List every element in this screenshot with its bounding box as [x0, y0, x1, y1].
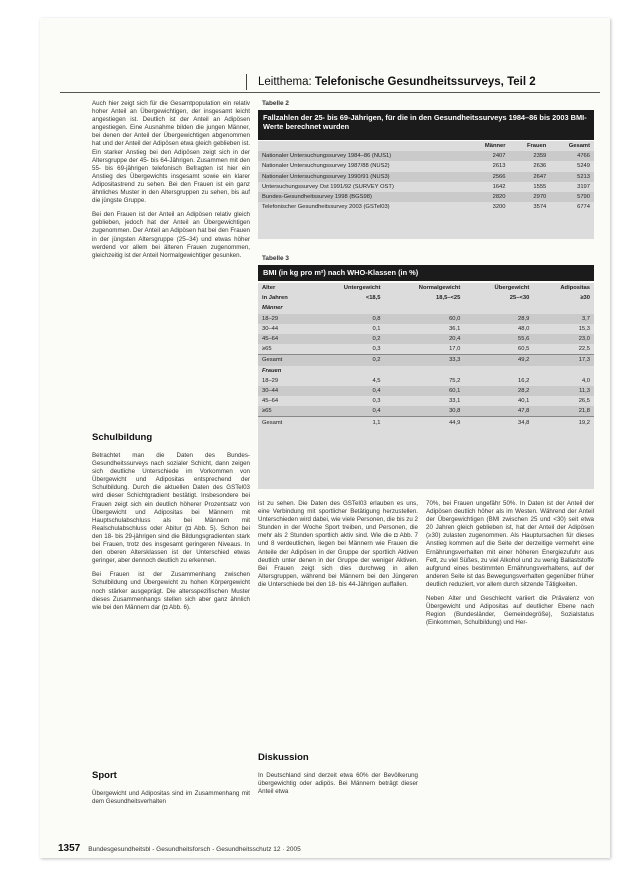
table-cell: 55,6 — [464, 334, 533, 344]
paragraph: Bei Frauen ist der Zusammenhang zwischen Schulbildung und Übergewicht zu hohen Körpergewicht noch stärker ausgeprägt. Die altersspezifischen Muster dieses Zusammenhangs stellen sich aber ganz ähnlich wie bei den Männern dar (◘ Abb. 6). — [92, 571, 250, 611]
paragraph: 70%, bei Frauen ungefähr 50%. In Daten ist der Anteil der Adipösen deutlich höher als im Westen. Während der Anteil der Übergewichtigen (BMI zwischen 25 und <30) seit etwa 20 Jahren gleich geblieben ist, hat der Anteil der Adipösen (≥30) zulasten zugenommen. Als Hauptursachen für dieses Anstieg kommen auf die Seite der derzeitige vermehrt eine Ernährungsverhalten mit einer höheren Energiezufuhr aus Fett, zu viel Süßes, zu viel Alkohol und zu wenig Ballaststoffe aufgrund eines bestimmten Ernährungsverhaltens, auf der anderen Seite ist das Bewegungsverhalten gegenüber früher deutlich reduziert, vor allem durch sitzende Tätigkeiten. — [426, 500, 594, 588]
paragraph: Auch hier zeigt sich für die Gesamtpopulation ein relativ hoher Anteil an Übergewichtigen, der insgesamt leicht angestiegen ist. Deutlich ist der Anteil an Adipösen angestiegen. Eine Ausnahme bilden die jungen Männer, bei denen der Anteil der Übergewichtigen abgenommen hat und der Anteil der Adipösen etwa gleich geblieben ist. Ein starker Anstieg bei den Adipösen zeigt sich in der Altersgruppe der 45- bis 64-Jährigen. Zusammen mit den 55- bis 69-jährigen telefonisch Befragten ist hier ein Anstieg des Übergewichts insgesamt sowie ein klarer Adipositastrend zu sehen. Bei den Frauen ist ein ganz ähnliches Muster in den Altersgruppen zu sehen, bis auf die jüngste Gruppe. — [92, 100, 250, 205]
table-cell: 20,4 — [385, 334, 465, 344]
table-cell: 0,2 — [312, 334, 384, 344]
subheading-schulbildung: Schulbildung — [92, 432, 153, 443]
table-cell: Untersuchungssurvey Ost 1991/92 (SURVEY OST) — [262, 183, 394, 190]
table-cell: Bundes-Gesundheitssurvey 1998 (BGS98) — [258, 192, 467, 202]
table-cell: 33,3 — [385, 355, 465, 366]
table-cell: 1642 — [492, 183, 506, 190]
page-number: 1357 — [58, 843, 81, 854]
paragraph: In Deutschland sind derzeit etwa 60% der Bevölkerung übergewichtig oder adipös. Bei Männern beträgt dieser Anteil etwa — [258, 772, 418, 796]
table-cell: 18–29 — [262, 377, 279, 384]
table-cell: 34,8 — [464, 417, 533, 428]
table-cell: 5249 — [577, 163, 590, 170]
table-row — [258, 376, 594, 386]
table-group-label: Männer — [262, 305, 283, 312]
table-row — [258, 172, 594, 182]
table-row — [258, 406, 594, 417]
paragraph: Betrachtet man die Daten des Bundes-Gesundheitssurveys nach sozialer Schicht, dann zeigen sich deutliche Unterschiede im Vorkommen von Übergewicht und Adipositas entsprechend der Schulbildung. Durch die aktuellen Daten des GSTel03 wird dieser Schichtgradient bestätigt. Insbesondere bei Frauen zeigt sich ein deutlich höherer Prozentsatz von Übergewicht und Adipositas bei Männern mit Hauptschulabschluss als bei Männern mit Realschulabschluss oder Abitur (◘ Abb. 5). Schon bei den 18- bis 29-jährigen sind die Bildungsgradienten stark bei Frauen, trotz des insgesamt geringeren Niveaus. In den oberen Altersklassen ist der Unterschied etwas geringer, aber dennoch deutlich zu erkennen. — [92, 452, 250, 565]
table-cell: 2407 — [467, 151, 510, 161]
table2-label: Tabelle 2 — [262, 100, 289, 107]
heading-title: Telefonische Gesundheitssurveys, Teil 2 — [314, 76, 536, 88]
table-cell: 3197 — [577, 183, 590, 190]
table-cell: 49,2 — [464, 355, 533, 366]
table-cell: 0,4 — [312, 386, 384, 396]
table-cell: 1,1 — [312, 417, 384, 428]
table-cell: 0,3 — [372, 346, 381, 353]
table-cell: Gesamt — [258, 417, 312, 428]
table3 — [258, 283, 594, 489]
table-cell: 17,3 — [533, 355, 594, 366]
left-column — [92, 100, 250, 266]
table-cell: Telefonischer Gesundheitssurvey 2003 (GSTel03) — [262, 204, 390, 211]
top-rule — [60, 92, 600, 93]
table-cell: 75,2 — [449, 377, 461, 384]
table-row — [258, 334, 594, 344]
table-subheader-cell: 25–<30 — [509, 295, 530, 302]
table-cell: 45–64 — [258, 334, 312, 344]
table-cell: 21,8 — [533, 406, 594, 417]
table-cell: 2359 — [510, 151, 551, 161]
table2 — [258, 141, 594, 239]
table-cell: 17,0 — [449, 346, 461, 353]
table-group-row — [258, 303, 594, 313]
table-cell: 0,4 — [312, 406, 384, 417]
table-cell: 44,9 — [385, 417, 465, 428]
table-cell: 30–44 — [262, 325, 279, 332]
table-header-cell: Frauen — [526, 143, 547, 150]
table-row — [258, 151, 594, 161]
paragraph: Neben Alter und Geschlecht variiert die Prävalenz von Übergewicht und Adipositas auf deutlicher Ebene nach Region (Bundesländer, Gemeindegröße), Sozialstatus (Einkommen, Schulbildung) und Her- — [426, 595, 594, 627]
table3-title: BMI (in kg pro m²) nach WHO-Klassen (in %) — [258, 265, 594, 281]
table-subheader-cell: <18,5 — [365, 295, 381, 302]
table-cell: 0,8 — [312, 314, 384, 324]
table-cell: 33,1 — [449, 398, 461, 405]
paragraph: Übergewicht und Adipositas sind im Zusammenhang mit dem Gesundheitsverhalten — [92, 790, 250, 806]
table-cell: 47,8 — [464, 406, 533, 417]
table-cell: ≥65 — [258, 406, 312, 417]
heading-rule — [246, 74, 247, 90]
table-cell: 0,2 — [312, 355, 384, 366]
table-cell: 2636 — [533, 163, 547, 170]
table-cell: ≥65 — [262, 346, 272, 353]
table3-label: Tabelle 3 — [262, 255, 289, 262]
table-cell: 40,1 — [518, 398, 530, 405]
table-cell: 18–29 — [258, 314, 312, 324]
table-row — [258, 314, 594, 324]
section-heading — [258, 76, 536, 88]
footer-text: Bundesgesundheitsbl - Gesundheitsforsch - Gesundheitsschutz 12 · 2005 — [88, 846, 301, 853]
table-cell: 3574 — [533, 204, 547, 211]
subheading-sport: Sport — [92, 770, 117, 781]
table-header-cell: Normalgewicht — [418, 285, 461, 292]
table-header-cell: Untergewicht — [343, 285, 381, 292]
table-cell: 22,5 — [578, 346, 590, 353]
middle-column-2 — [258, 772, 418, 802]
table-cell: 0,3 — [372, 398, 381, 405]
table-cell: Nationaler Untersuchungssurvey 1984–86 (NUS1) — [258, 151, 467, 161]
right-column — [426, 500, 594, 633]
table-subheader-cell: ≥30 — [580, 295, 590, 302]
table-cell: 5790 — [550, 192, 594, 202]
table-cell: 6774 — [577, 204, 590, 211]
table-cell: 48,0 — [518, 325, 530, 332]
table-cell: 0,1 — [372, 325, 381, 332]
table-cell: 60,0 — [385, 314, 465, 324]
table-row — [258, 396, 594, 406]
table-header-cell — [258, 141, 467, 151]
table-subheader-cell: in Jahren — [262, 295, 288, 302]
table-row — [258, 386, 594, 396]
table-row — [258, 324, 594, 334]
table-group-label: Frauen — [262, 367, 282, 374]
table-header-cell: Männer — [484, 143, 506, 150]
table-cell: 2970 — [510, 192, 551, 202]
table-cell: 3,7 — [533, 314, 594, 324]
subheading-diskussion: Diskussion — [258, 752, 309, 763]
table-cell: 15,3 — [578, 325, 590, 332]
table-cell: Nationaler Untersuchungssurvey 1987/88 (NUS2) — [262, 163, 390, 170]
table-row — [258, 417, 594, 428]
table-cell: 3200 — [492, 204, 506, 211]
table-cell: 19,2 — [533, 417, 594, 428]
table-cell: 2613 — [492, 163, 506, 170]
paragraph: ist zu sehen. Die Daten des GSTel03 erlauben es uns, eine Verbindung mit sportlicher Betätigung herzustellen. Unterschieden wird dabei, wie viele Personen, die bis zu 2 Stunden in der Woche Sport treiben, und Personen, die mehr als 2 Stunden sportlich aktiv sind. Wie die ◘ Abb. 7 und 8 verdeutlichen, liegen bei Männern wie Frauen die Anteile der Adipösen in der Gruppe der sportlich Aktiven deutlich unter denen in der Gruppe der weniger Aktiven. Bei Frauen zeigt sich dies durchweg in allen Altersgruppen, während bei Männern bei den Jüngeren die Unterschiede bei den 18- bis 44-Jährigen auffallen. — [258, 500, 418, 588]
table-cell: Nationaler Untersuchungssurvey 1990/91 (NUS3) — [258, 172, 467, 182]
table-cell: 45–64 — [262, 398, 279, 405]
table-row — [258, 161, 594, 171]
table-cell: 11,3 — [533, 386, 594, 396]
table-cell: 5213 — [550, 172, 594, 182]
table-subheader-cell: 18,5–<25 — [436, 295, 461, 302]
table-cell: 26,5 — [578, 398, 590, 405]
paragraph: Bei den Frauen ist der Anteil an Adipösen relativ gleich geblieben, jedoch hat der Anteil an Übergewichtigen zugenommen. Der Anteil an Adipösen hat bei den Frauen in der jüngsten Altersgruppe (25–34) und etwas höher werdend vor allem bei älteren Frauen zugenommen, gleichzeitig ist der Anteil Normalgewichtiger gesunken. — [92, 211, 250, 259]
table-header-cell: Übergewicht — [494, 285, 530, 292]
table-group-row — [258, 366, 594, 376]
table-cell: 28,9 — [464, 314, 533, 324]
middle-column — [258, 500, 418, 595]
table2-title: Fallzahlen der 25- bis 69-Jährigen, für die in den Gesundheitssurveys 1984–86 bis 2003 BMI-Werte berechnet wurden — [258, 110, 594, 140]
table-cell: 4,5 — [372, 377, 381, 384]
table-row — [258, 355, 594, 366]
table-cell: 2647 — [510, 172, 551, 182]
table-header-cell: Adipositas — [560, 285, 590, 292]
table-cell: 23,0 — [533, 334, 594, 344]
table-cell: 4766 — [550, 151, 594, 161]
table-header-cell: Gesamt — [568, 143, 590, 150]
table-cell: 60,5 — [518, 346, 530, 353]
table-row — [258, 182, 594, 192]
page-footer — [58, 843, 301, 854]
table-cell: 36,1 — [449, 325, 461, 332]
table-cell: Gesamt — [258, 355, 312, 366]
table-header-cell: Alter — [262, 285, 276, 292]
table-row — [258, 202, 594, 212]
table-cell: 30–44 — [258, 386, 312, 396]
table-row — [258, 344, 594, 355]
table-cell: 28,2 — [464, 386, 533, 396]
left-column-2 — [92, 452, 250, 618]
left-column-3 — [92, 790, 250, 812]
table-cell: 2820 — [467, 192, 510, 202]
table-cell: 2566 — [467, 172, 510, 182]
table-row — [258, 192, 594, 202]
table-cell: 1555 — [533, 183, 547, 190]
table-cell: 60,1 — [385, 386, 465, 396]
table-cell: 30,8 — [385, 406, 465, 417]
table-cell: 4,0 — [581, 377, 590, 384]
table-cell: 16,2 — [518, 377, 530, 384]
heading-prefix: Leitthema: — [258, 76, 315, 88]
